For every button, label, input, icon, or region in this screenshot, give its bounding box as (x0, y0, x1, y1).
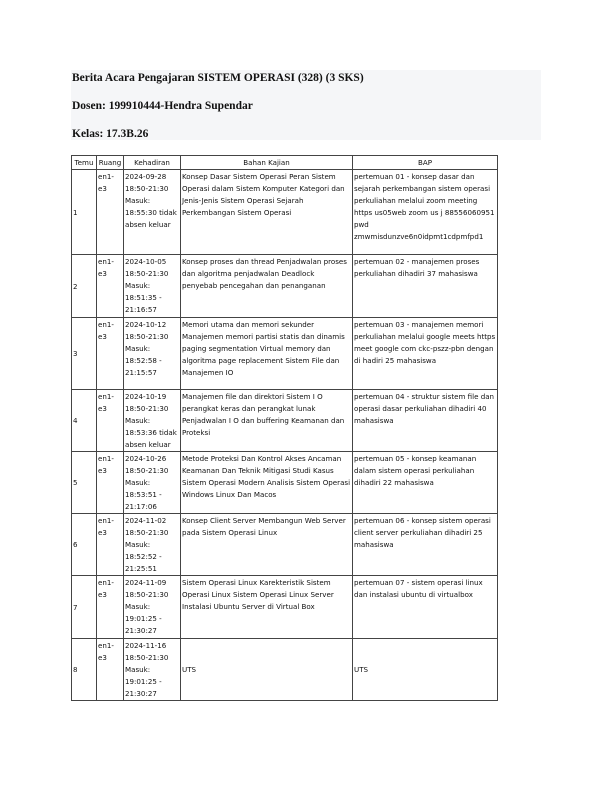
cell-bap: pertemuan 02 - manajemen proses perkuliahan dihadiri 37 mahasiswa (353, 255, 498, 318)
document-title: Berita Acara Pengajaran SISTEM OPERASI (328) (3 SKS) (72, 72, 364, 84)
cell-ruang: en1-e3 (97, 576, 124, 639)
cell-temu: 1 (72, 170, 97, 255)
cell-temu: 5 (72, 452, 97, 514)
table-row (72, 255, 498, 318)
cell-ruang: en1-e3 (97, 318, 124, 390)
cell-kehadiran: 2024-10-12 18:50-21:30 Masuk: 18:52:58 - 21:15:57 (124, 318, 181, 390)
lecturer-line: Dosen: 199910444-Hendra Supendar (72, 100, 253, 112)
cell-bap: pertemuan 06 - konsep sistem operasi client server perkuliahan dihadiri 25 mahasiswa (353, 514, 498, 576)
cell-ruang: en1-e3 (97, 390, 124, 452)
table-header-row (72, 156, 498, 170)
cell-kehadiran: 2024-11-02 18:50-21:30 Masuk: 18:52:52 - 21:25:51 (124, 514, 181, 576)
column-header-bap: BAP (353, 156, 498, 170)
cell-temu: 6 (72, 514, 97, 576)
column-header-bahan-kajian: Bahan Kajian (181, 156, 353, 170)
cell-bahan-kajian: Konsep proses dan thread Penjadwalan proses dan algoritma penjadwalan Deadlock penyebab pencegahan dan penanganan (181, 255, 353, 318)
cell-ruang: en1-e3 (97, 514, 124, 576)
cell-temu: 2 (72, 255, 97, 318)
cell-bap: pertemuan 01 - konsep dasar dan sejarah perkembangan sistem operasi perkuliahan melalui zoom meeting https us05web zoom us j 88556060951 pwd zmwmisdunzve6n0idpmt1cdpmfpd1 (353, 170, 498, 255)
cell-ruang: en1-e3 (97, 452, 124, 514)
cell-kehadiran: 2024-10-26 18:50-21:30 Masuk: 18:53:51 - 21:17:06 (124, 452, 181, 514)
cell-bahan-kajian: Konsep Client Server Membangun Web Server pada Sistem Operasi Linux (181, 514, 353, 576)
cell-bahan-kajian: UTS (181, 639, 353, 701)
cell-bap: pertemuan 04 - struktur sistem file dan operasi dasar perkuliahan dihadiri 40 mahasiswa (353, 390, 498, 452)
column-header-temu: Temu (72, 156, 97, 170)
cell-bap: pertemuan 07 - sistem operasi linux dan instalasi ubuntu di virtualbox (353, 576, 498, 639)
cell-kehadiran: 2024-09-28 18:50-21:30 Masuk: 18:55:30 tidak absen keluar (124, 170, 181, 255)
cell-temu: 4 (72, 390, 97, 452)
cell-bahan-kajian: Memori utama dan memori sekunder Manajemen memori partisi statis dan dinamis paging segmentation Virtual memory dan algoritma page replacement Sistem File dan Manajemen IO (181, 318, 353, 390)
cell-bahan-kajian: Metode Proteksi Dan Kontrol Akses Ancaman Keamanan Dan Teknik Mitigasi Studi Kasus Sistem Operasi Modern Analisis Sistem Operasi Windows Linux Dan Macos (181, 452, 353, 514)
cell-temu: 8 (72, 639, 97, 701)
cell-kehadiran: 2024-10-19 18:50-21:30 Masuk: 18:53:36 tidak absen keluar (124, 390, 181, 452)
table-row (72, 514, 498, 576)
table-row (72, 390, 498, 452)
column-header-ruang: Ruang (97, 156, 124, 170)
cell-bahan-kajian: Manajemen file dan direktori Sistem I O perangkat keras dan perangkat lunak Penjadwalan I O dan buffering Keamanan dan Proteksi (181, 390, 353, 452)
cell-bahan-kajian: Konsep Dasar Sistem Operasi Peran Sistem Operasi dalam Sistem Komputer Kategori dan Jenis-Jenis Sistem Operasi Sejarah Perkembangan Sistem Operasi (181, 170, 353, 255)
table-row (72, 170, 498, 255)
class-line: Kelas: 17.3B.26 (72, 128, 149, 140)
cell-kehadiran: 2024-10-05 18:50-21:30 Masuk: 18:51:35 - 21:16:57 (124, 255, 181, 318)
cell-ruang: en1-e3 (97, 255, 124, 318)
table-row (72, 639, 498, 701)
cell-bahan-kajian: Sistem Operasi Linux Karekteristik Sistem Operasi Linux Sistem Operasi Linux Server Instalasi Ubuntu Server di Virtual Box (181, 576, 353, 639)
cell-temu: 3 (72, 318, 97, 390)
cell-bap: UTS (353, 639, 498, 701)
cell-ruang: en1-e3 (97, 170, 124, 255)
cell-ruang: en1-e3 (97, 639, 124, 701)
column-header-kehadiran: Kehadiran (124, 156, 181, 170)
cell-temu: 7 (72, 576, 97, 639)
cell-bap: pertemuan 03 - manajemen memori perkuliahan melalui google meets https meet google com ckc-pszz-pbn dengan di hadiri 25 mahasiswa (353, 318, 498, 390)
attendance-table (71, 155, 498, 701)
cell-kehadiran: 2024-11-09 18:50-21:30 Masuk: 19:01:25 - 21:30:27 (124, 576, 181, 639)
cell-bap: pertemuan 05 - konsep keamanan dalam sistem operasi perkuliahan dihadiri 22 mahasiswa (353, 452, 498, 514)
table-row (72, 576, 498, 639)
table-row (72, 318, 498, 390)
cell-kehadiran: 2024-11-16 18:50-21:30 Masuk: 19:01:25 - 21:30:27 (124, 639, 181, 701)
table-row (72, 452, 498, 514)
